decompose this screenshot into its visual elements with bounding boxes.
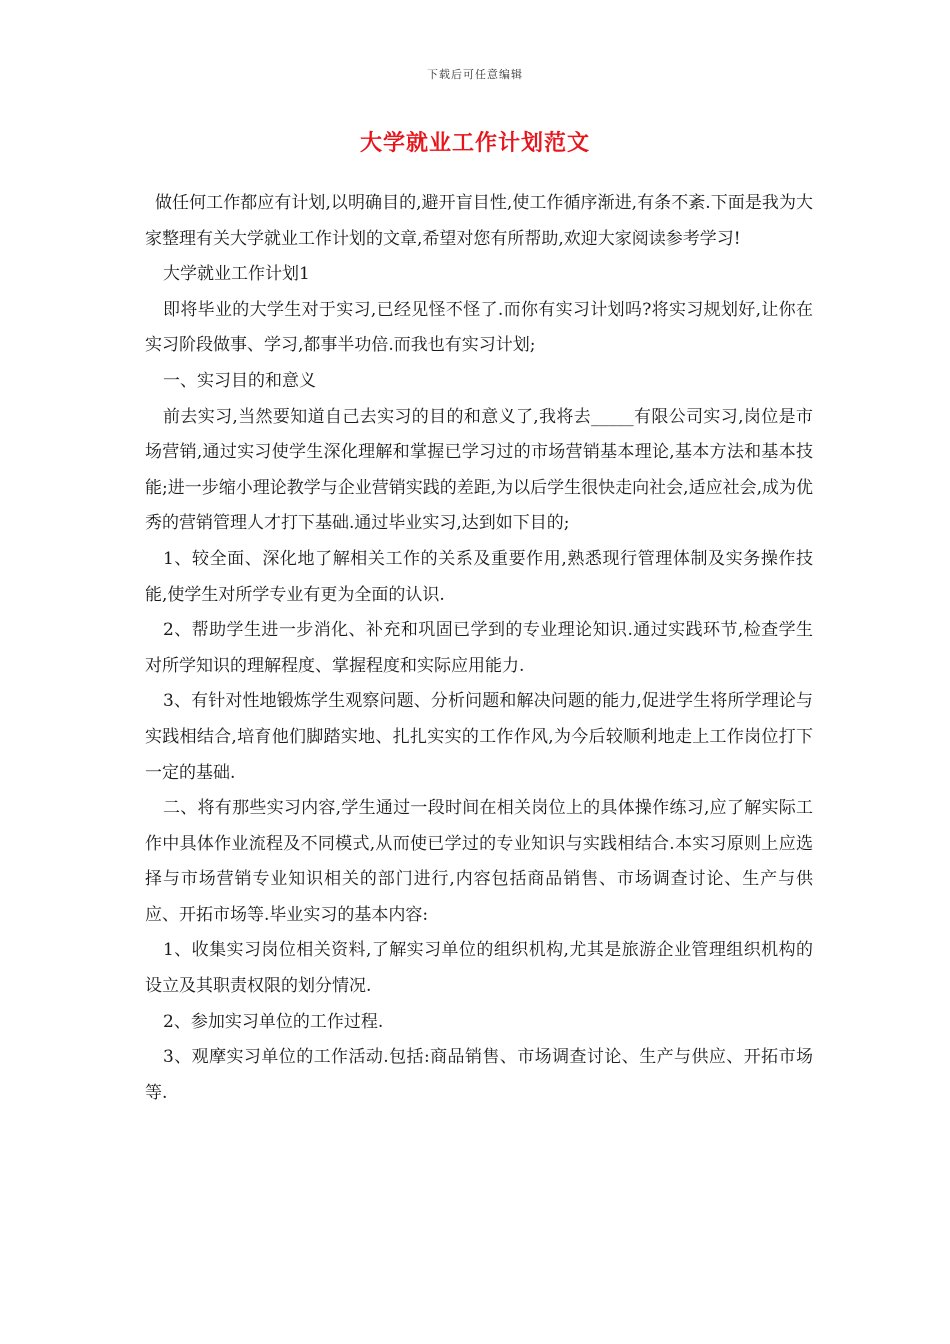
list-item: 2、帮助学生进一步消化、补充和巩固已学到的专业理论知识.通过实践环节,检查学生对所学知识的理解程度、掌握程度和实际应用能力. (145, 620, 813, 676)
section-heading-purpose: 一、实习目的和意义 (163, 370, 316, 391)
section-heading-plan-1: 大学就业工作计划1 (163, 264, 310, 285)
body-paragraph: 即将毕业的大学生对于实习,已经见怪不怪了.而你有实习计划吗?将实习规划好,让你在实习阶段做事、学习,都事半功倍.而我也有实习计划; (145, 299, 813, 356)
intro-paragraph: 做任何工作都应有计划,以明确目的,避开盲目性,使工作循序渐进,有条不紊.下面是我为大家整理有关大学就业工作计划的文章,希望对您有所帮助,欢迎大家阅读参考学习! (145, 193, 813, 249)
list-item: 2、参加实习单位的工作过程. (163, 1011, 384, 1032)
header-note: 下载后可任意编辑 (427, 68, 523, 81)
list-item: 1、收集实习岗位相关资料,了解实习单位的组织机构,尤其是旅游企业管理组织机构的设立及其职责权限的划分情况. (145, 940, 813, 997)
list-item: 1、较全面、深化地了解相关工作的关系及重要作用,熟悉现行管理体制及实务操作技能,使学生对所学专业有更为全面的认识. (145, 548, 813, 605)
list-item: 3、有针对性地锻炼学生观察问题、分析问题和解决问题的能力,促进学生将所学理论与实践相结合,培育他们脚踏实地、扎扎实实的工作作风,为今后较顺利地走上工作岗位打下一定的基础. (145, 691, 813, 783)
document-body (145, 186, 813, 1111)
section-heading-content: 二、将有那些实习内容,学生通过一段时间在相关岗位上的具体操作练习,应了解实际工作中具体作业流程及不同模式,从而使已学过的专业知识与实践相结合.本实习原则上应选择与市场营销专业知识相关的部门进行,内容包括商品销售、市场调查讨论、生产与供应、开拓市场等.毕业实习的基本内容: (145, 798, 813, 925)
document-title: 大学就业工作计划范文 (359, 130, 590, 156)
body-paragraph: 前去实习,当然要知道自己去实习的目的和意义了,我将去_____有限公司实习,岗位是市场营销,通过实习使学生深化理解和掌握已学习过的市场营销基本理论,基本方法和基本技能;进一步缩小理论教学与企业营销实践的差距,为以后学生很快走向社会,适应社会,成为优秀的营销管理人才打下基础.通过毕业实习,达到如下目的; (145, 406, 813, 534)
list-item: 3、观摩实习单位的工作活动.包括:商品销售、市场调查讨论、生产与供应、开拓市场等. (145, 1047, 813, 1103)
